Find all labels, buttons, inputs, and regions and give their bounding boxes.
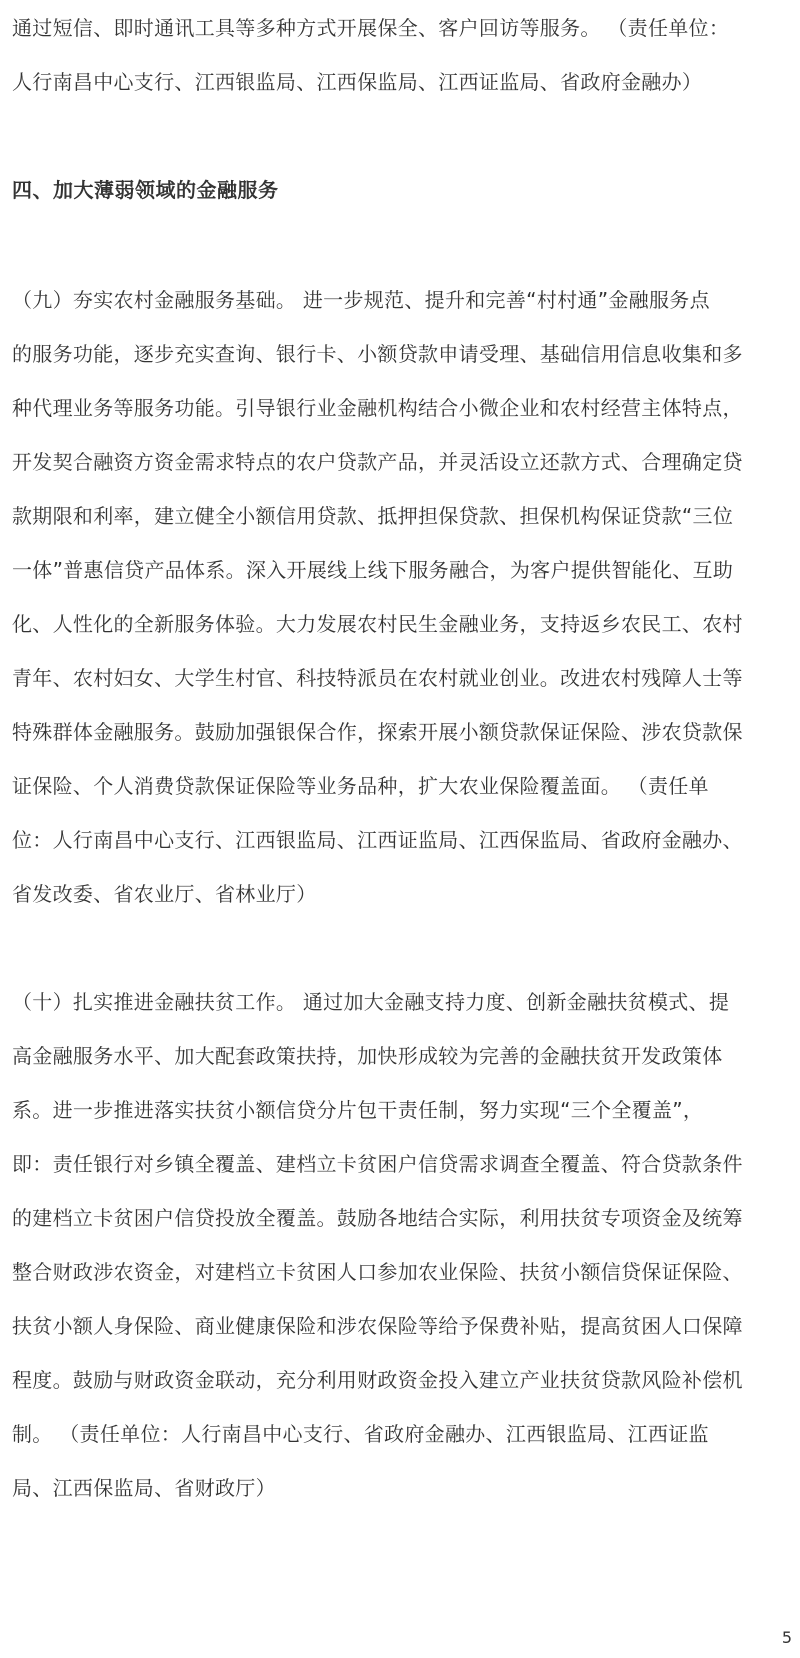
text-line: 特殊群体金融服务。鼓励加强银保合作，探索开展小额贷款保证保险、涉农贷款保 (12, 720, 743, 744)
text-line: 扶贫小额人身保险、商业健康保险和涉农保险等给予保费补贴，提高贫困人口保障 (12, 1314, 743, 1338)
text-line: 位：人行南昌中心支行、江西银监局、江西证监局、江西保监局、省政府金融办、 (12, 828, 743, 852)
text-line: 即：责任银行对乡镇全覆盖、建档立卡贫困户信贷需求调查全覆盖、符合贷款条件 (12, 1152, 743, 1176)
text-line: 一体”普惠信贷产品体系。深入开展线上线下服务融合，为客户提供智能化、互助 (12, 558, 734, 582)
text-line: 整合财政涉农资金，对建档立卡贫困人口参加农业保险、扶贫小额信贷保证保险、 (12, 1260, 743, 1284)
text-line: 局、江西保监局、省财政厅） (12, 1476, 276, 1500)
text-line: 省发改委、省农业厅、省林业厅） (12, 882, 317, 906)
text-line: 高金融服务水平、加大配套政策扶持，加快形成较为完善的金融扶贫开发政策体 (12, 1044, 723, 1068)
text-line: 系。进一步推进落实扶贫小额信贷分片包干责任制，努力实现“三个全覆盖”， (12, 1098, 704, 1122)
text-line: （九）夯实农村金融服务基础。 进一步规范、提升和完善“村村通”金融服务点 (12, 288, 710, 312)
text-line: 开发契合融资方资金需求特点的农户贷款产品，并灵活设立还款方式、合理确定贷 (12, 450, 743, 474)
text-line: 证保险、个人消费贷款保证保险等业务品种，扩大农业保险覆盖面。 （责任单 (12, 774, 709, 798)
text-line: 的服务功能，逐步充实查询、银行卡、小额贷款申请受理、基础信用信息收集和多 (12, 342, 743, 366)
text-line: 青年、农村妇女、大学生村官、科技特派员在农村就业创业。改进农村残障人士等 (12, 666, 743, 690)
text-line: 的建档立卡贫困户信贷投放全覆盖。鼓励各地结合实际，利用扶贫专项资金及统筹 (12, 1206, 743, 1230)
text-line: 制。 （责任单位：人行南昌中心支行、省政府金融办、江西银监局、江西证监 (12, 1422, 709, 1446)
text-line: 人行南昌中心支行、江西银监局、江西保监局、江西证监局、省政府金融办） (12, 70, 703, 94)
text-line: 通过短信、即时通讯工具等多种方式开展保全、客户回访等服务。 （责任单位： (12, 16, 730, 40)
text-line: 款期限和利率，建立健全小额信用贷款、抵押担保贷款、担保机构保证贷款“三位 (12, 504, 734, 528)
text-line: 种代理业务等服务功能。引导银行业金融机构结合小微企业和农村经营主体特点， (12, 396, 743, 420)
text-line: （十）扎实推进金融扶贫工作。 通过加大金融支持力度、创新金融扶贫模式、提 (12, 990, 730, 1014)
text-line: 程度。鼓励与财政资金联动，充分利用财政资金投入建立产业扶贫贷款风险补偿机 (12, 1368, 743, 1392)
text-line: 化、人性化的全新服务体验。大力发展农村民生金融业务，支持返乡农民工、农村 (12, 612, 743, 636)
section-heading: 四、加大薄弱领域的金融服务 (12, 178, 279, 202)
document-page (12, 0, 787, 1658)
page-number: 5 (781, 1628, 792, 1647)
